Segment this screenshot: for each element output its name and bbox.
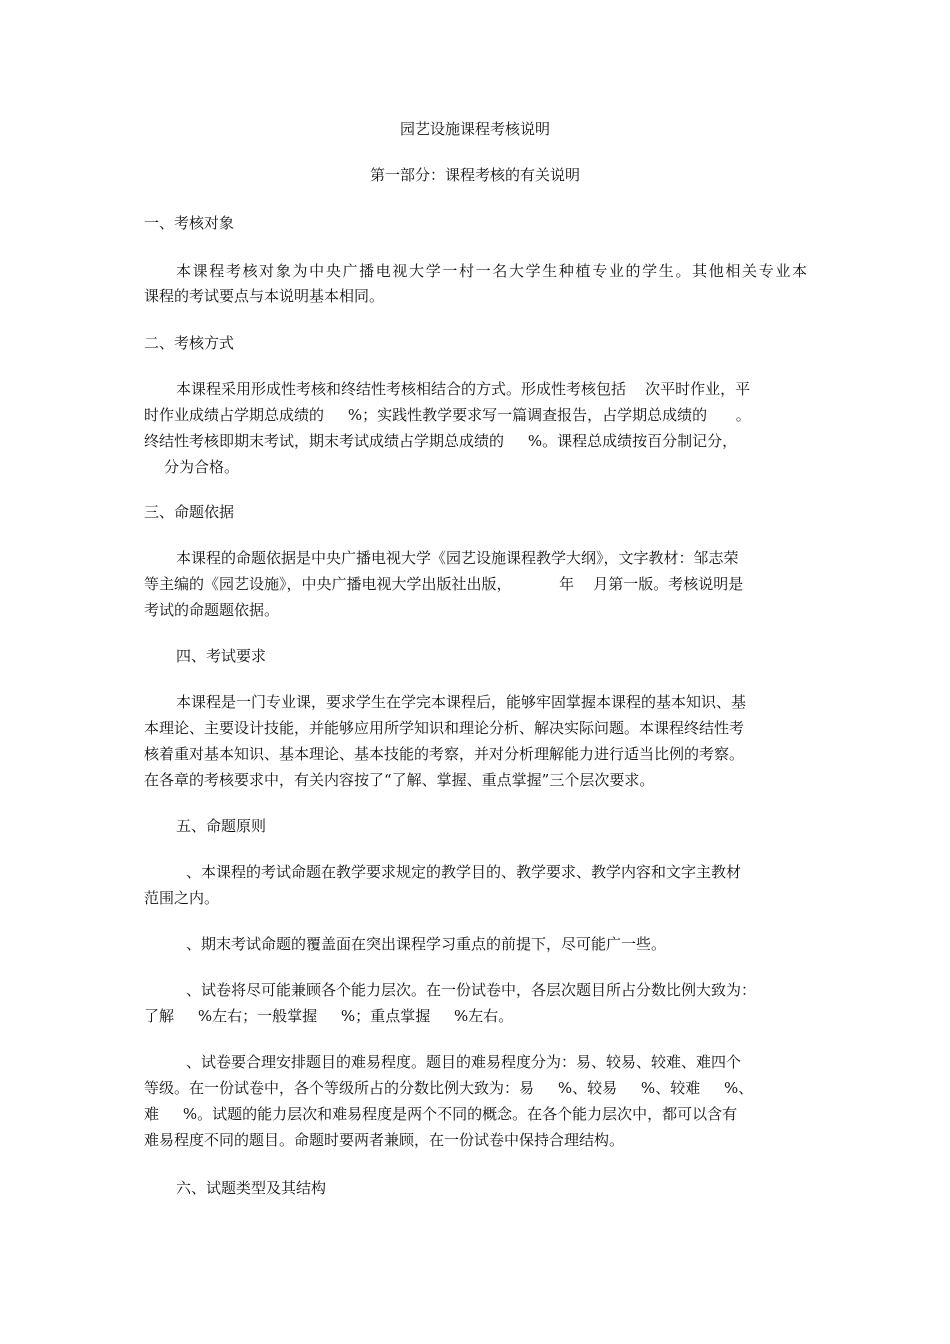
principle-4-line-2: 等级。在一份试卷中，各个等级所占的分数比例大致为：易 %、较易 %、较难 %、 xyxy=(144,1079,754,1097)
section-1-line-2: 课程的考试要点与本说明基本相同。 xyxy=(144,287,385,305)
section-heading-3: 三、命题依据 xyxy=(144,503,235,521)
section-3-line-2: 等主编的《园艺设施》，中央广播电视大学出版社出版， 年 月第一版。考核说明是 xyxy=(144,575,744,593)
section-heading-5: 五、命题原则 xyxy=(176,817,267,835)
section-2-line-4: 分为合格。 xyxy=(164,458,240,476)
principle-1-line-2: 范围之内。 xyxy=(144,889,220,907)
section-2-line-3: 终结性考核即期末考试，期末考试成绩占学期总成绩的 %。课程总成绩按百分制记分， xyxy=(144,432,738,450)
section-3-line-1: 本课程的命题依据是中央广播电视大学《园艺设施课程教学大纲》，文字教材：邹志荣 xyxy=(176,549,739,567)
section-4-line-1: 本课程是一门专业课，要求学生在学完本课程后，能够牢固掌握本课程的基本知识、基 xyxy=(176,693,747,711)
principle-1-line-1: 、本课程的考试命题在教学要求规定的教学目的、教学要求、教学内容和文字主教材 xyxy=(186,863,742,881)
section-4-line-2: 本理论、主要设计技能，并能够应用所学知识和理论分析、解决实际问题。本课程终结性考 xyxy=(144,719,745,737)
section-2-line-2: 时作业成绩占学期总成绩的 %；实践性教学要求写一篇调查报告，占学期总成绩的 。 xyxy=(144,406,751,424)
principle-4-line-4: 难易程度不同的题目。命题时要两者兼顾，在一份试卷中保持合理结构。 xyxy=(144,1131,625,1149)
section-heading-6: 六、试题类型及其结构 xyxy=(176,1179,327,1197)
section-2-line-1: 本课程采用形成性考核和终结性考核相结合的方式。形成性考核包括 次平时作业，平 xyxy=(176,380,751,398)
section-heading-2: 二、考核方式 xyxy=(144,334,235,352)
principle-3-line-2: 了解 %左右；一般掌握 %；重点掌握 %左右。 xyxy=(144,1007,514,1025)
principle-2-line-1: 、期末考试命题的覆盖面在突出课程学习重点的前提下，尽可能广一些。 xyxy=(186,935,667,953)
section-1-line-1: 本课程考核对象为中央广播电视大学一村一名大学生种植专业的学生。其他相关专业本 xyxy=(176,262,807,280)
principle-4-line-1: 、试卷要合理安排题目的难易程度。题目的难易程度分为：易、较易、较难、难四个 xyxy=(186,1053,742,1071)
section-3-line-3: 考试的命题题依据。 xyxy=(144,601,280,619)
principle-3-line-1: 、试卷将尽可能兼顾各个能力层次。在一份试卷中，各层次题目所占分数比例大致为： xyxy=(186,981,757,999)
section-heading-4: 四、考试要求 xyxy=(176,647,267,665)
document-title: 园艺设施课程考核说明 xyxy=(399,120,550,138)
section-4-line-4: 在各章的考核要求中，有关内容按了“了解、掌握、重点掌握”三个层次要求。 xyxy=(144,771,655,789)
section-4-line-3: 核着重对基本知识、基本理论、基本技能的考察，并对分析理解能力进行适当比例的考察。 xyxy=(144,745,745,763)
principle-4-line-3: 难 %。试题的能力层次和难易程度是两个不同的概念。在各个能力层次中，都可以含有 xyxy=(144,1105,738,1123)
part-heading: 第一部分：课程考核的有关说明 xyxy=(369,166,580,184)
section-heading-1: 一、考核对象 xyxy=(144,214,235,232)
